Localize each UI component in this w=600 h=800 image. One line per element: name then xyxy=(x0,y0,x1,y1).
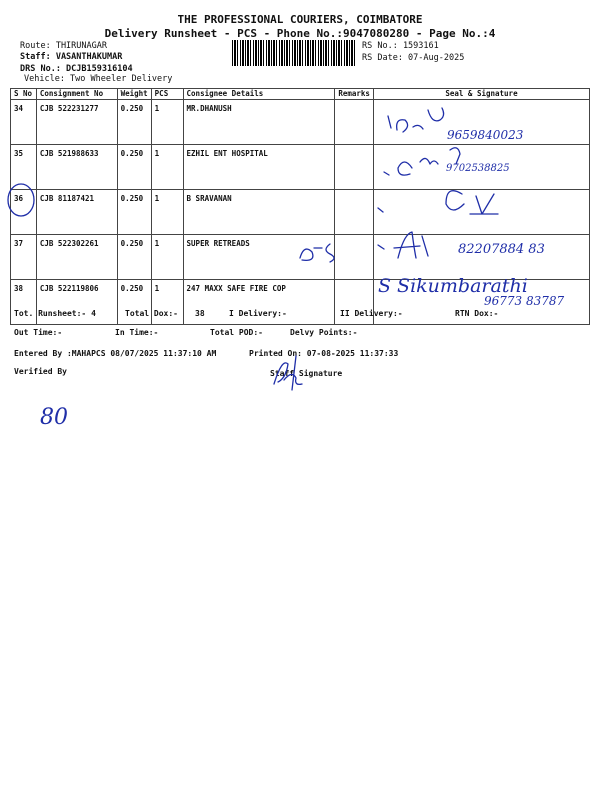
signature-row37 xyxy=(378,232,428,258)
cell-weight: 0.250 xyxy=(117,280,151,325)
total-dox-value: 38 xyxy=(195,309,205,318)
document-subtitle: Delivery Runsheet - PCS - Phone No.:9047080280 - Page No.:4 xyxy=(104,27,496,40)
circle-mark xyxy=(8,184,34,216)
cell-pcs: 1 xyxy=(151,280,183,325)
vehicle-label: Vehicle: Two Wheeler Delivery xyxy=(24,74,173,84)
cell-pcs: 1 xyxy=(151,145,183,190)
handwritten-phone-row35: 9702538825 xyxy=(446,163,510,174)
remarks-mark-row37 xyxy=(300,244,334,262)
cell-sno: 38 xyxy=(11,280,37,325)
route-label: Route: THIRUNAGAR xyxy=(20,41,107,51)
handwritten-phone-row37: 82207884 83 xyxy=(458,242,545,257)
document-title: THE PROFESSIONAL COURIERS, COIMBATORE xyxy=(177,13,423,26)
verified-by: Verified By xyxy=(14,367,67,376)
cell-consignee: EZHIL ENT HOSPITAL xyxy=(183,145,335,190)
handwritten-phone-row34: 9659840023 xyxy=(447,128,524,142)
cell-weight: 0.250 xyxy=(117,190,151,235)
cell-consignment: CJB 521988633 xyxy=(36,145,117,190)
total-pod-label: Total POD:- xyxy=(210,328,263,337)
cell-weight: 0.250 xyxy=(117,145,151,190)
staff-label: Staff: VASANTHAKUMAR xyxy=(20,52,123,62)
cell-sno: 37 xyxy=(11,235,37,280)
cell-weight: 0.250 xyxy=(117,235,151,280)
header-consignment: Consignment No xyxy=(36,89,117,100)
header-seal-signature: Seal & Signature xyxy=(373,89,589,100)
out-time-label: Out Time:- xyxy=(14,328,63,337)
header-sno: S No xyxy=(11,89,37,100)
cell-consignment: CJB 81187421 xyxy=(36,190,117,235)
handwritten-margin-note: 80 xyxy=(40,405,68,430)
cell-sno: 35 xyxy=(11,145,37,190)
total-dox-label: Total Dox:- xyxy=(125,309,178,318)
cell-consignment: CJB 522119806 xyxy=(36,280,117,325)
i-delivery-label: I Delivery:- xyxy=(229,309,287,318)
rs-number: RS No.: 1593161 xyxy=(362,41,439,51)
cell-sno: 36 xyxy=(11,190,37,235)
cell-consignee: 247 MAXX SAFE FIRE COP xyxy=(183,280,335,325)
cell-pcs: 1 xyxy=(151,190,183,235)
total-runsheet: Tot. Runsheet:- 4 xyxy=(14,309,96,318)
header-consignee: Consignee Details xyxy=(183,89,335,100)
drs-number: DRS No.: DCJB159316104 xyxy=(20,64,133,74)
in-time-label: In Time:- xyxy=(115,328,159,337)
rtn-dox-label: RTN Dox:- xyxy=(455,309,499,318)
cell-pcs: 1 xyxy=(151,235,183,280)
cell-consignment: CJB 522302261 xyxy=(36,235,117,280)
rs-date: RS Date: 07-Aug-2025 xyxy=(362,53,465,63)
cell-weight: 0.250 xyxy=(117,100,151,145)
signature-row34 xyxy=(388,108,444,132)
cell-consignee: B SRAVANAN xyxy=(183,190,335,235)
entered-by: Entered By :MAHAPCS 08/07/2025 11:37:10 AM xyxy=(14,349,217,358)
signature-row36 xyxy=(378,191,498,214)
handwritten-name-row38: S Sikumbarathi xyxy=(378,275,528,297)
handwritten-phone-row38: 96773 83787 xyxy=(484,294,565,308)
cell-sno: 34 xyxy=(11,100,37,145)
cell-consignment: CJB 522231277 xyxy=(36,100,117,145)
header-remarks: Remarks xyxy=(335,89,374,100)
cell-pcs: 1 xyxy=(151,100,183,145)
staff-signature-scribble xyxy=(274,356,302,390)
delvy-points-label: Delvy Points:- xyxy=(290,328,358,337)
printed-on: Printed On: 07-08-2025 11:37:33 xyxy=(249,349,399,358)
header-weight: Weight xyxy=(117,89,151,100)
header-pcs: PCS xyxy=(151,89,183,100)
cell-consignee: SUPER RETREADS xyxy=(183,235,335,280)
staff-signature-label: Staff Signature xyxy=(270,369,343,378)
ii-delivery-label: II Delivery:- xyxy=(340,309,403,318)
cell-consignee: MR.DHANUSH xyxy=(183,100,335,145)
